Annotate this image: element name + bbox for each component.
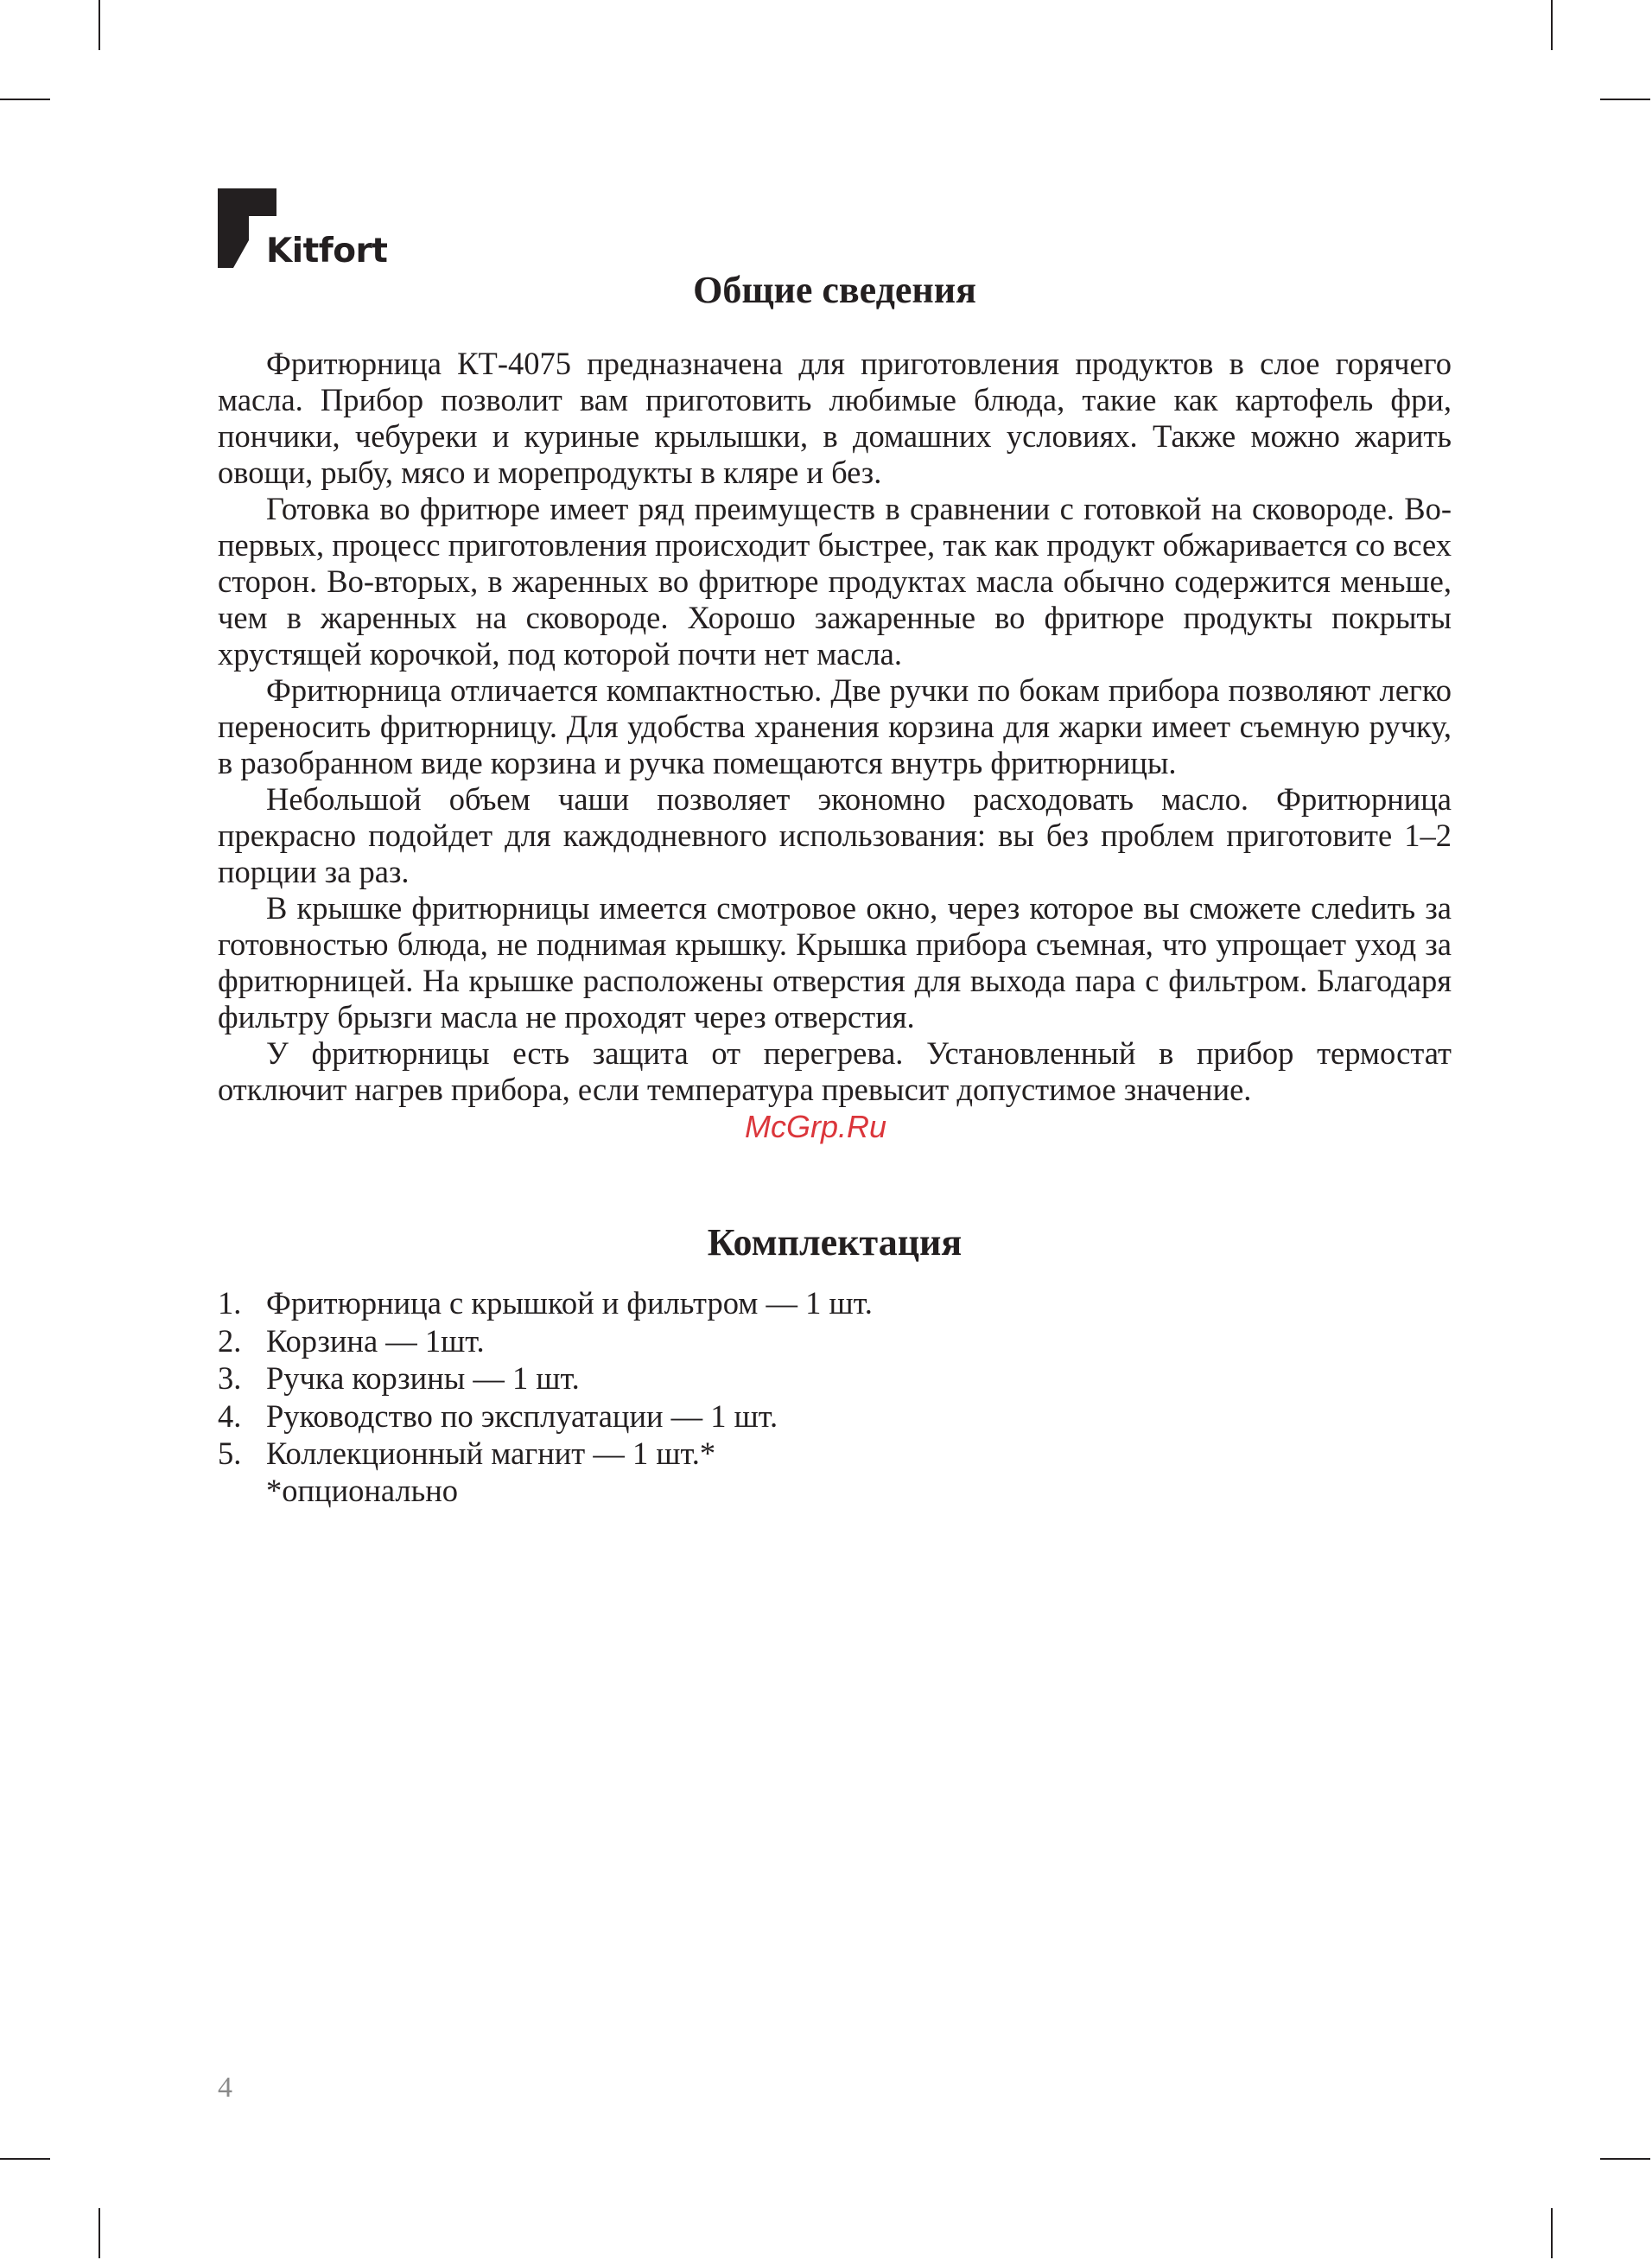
crop-mark-top-left-vertical	[98, 0, 100, 50]
paragraph: Готовка во фритюре имеет ряд преимуществ в сравнении с готовкой на сковороде. Во-первых, процесс приготовления происходит быстрее, так как продукт обжаривается со всех сторон. Во-вторых, в жаренных во фритюре продуктах масла обычно содержится меньше, чем в жаренных на сковороде. Хорошо зажаренные во фритюре продукты покрыты хрустящей корочкой, под которой почти нет масла.	[218, 491, 1452, 672]
list-item	[218, 1322, 1255, 1360]
kit-list	[218, 1284, 1255, 1473]
section-title-kit: Комплектация	[707, 1221, 963, 1264]
page-number: 4	[218, 2072, 232, 2104]
paragraph: Небольшой объем чаши позволяет экономно расходовать масло. Фритюрница прекрасно подойдет для каждодневного использования: вы без проблем приготовите 1–2 порции за раз.	[218, 781, 1452, 889]
crop-mark-top-right-horizontal	[1600, 99, 1650, 100]
watermark: McGrp.Ru	[745, 1109, 887, 1144]
crop-mark-bottom-left-horizontal	[0, 2158, 50, 2160]
section-title-general: Общие сведения	[693, 269, 976, 311]
list-item-text: Ручка корзины — 1 шт.	[266, 1360, 580, 1396]
crop-mark-top-right-vertical	[1551, 0, 1553, 50]
list-item-text: Корзина — 1шт.	[266, 1322, 485, 1359]
crop-mark-bottom-left-vertical	[98, 2208, 100, 2258]
crop-mark-top-left-horizontal	[0, 99, 50, 100]
list-item-number: 4.	[218, 1397, 242, 1434]
list-item-text: Коллекционный магнит — 1 шт.*	[266, 1436, 716, 1471]
list-item	[218, 1435, 1255, 1473]
list-item-text: Фритюрница с крышкой и фильтром — 1 шт.	[266, 1285, 873, 1321]
list-item-number: 3.	[218, 1360, 242, 1396]
paragraph: В крышке фритюрницы имеется смотровое окно, через которое вы сможете слеdить за готовностью блюда, не поднимая крышку. Крышка прибора съемная, что упрощает уход за фритюрницей. На крышке расположены отверстия для выхода пара с фильтром. Благодаря фильтру брызги масла не проходят через отверстия.	[218, 890, 1452, 1035]
paragraph: Фритюрница КТ-4075 предназначена для приготовления продуктов в слое горячего масла. Прибор позволит вам приготовить любимые блюда, такие как картофель фри, пончики, чебуреки и куриные крылышки, в домашних условиях. Также можно жарить овощи, рыбу, мясо и морепродукты в кляре и без.	[218, 346, 1452, 490]
list-item-text: Руководство по эксплуатации — 1 шт.	[266, 1397, 778, 1434]
list-item-number: 1.	[218, 1285, 242, 1321]
list-item-number: 2.	[218, 1322, 242, 1359]
brand-name: Kitfort	[266, 232, 388, 271]
list-item	[218, 1359, 1255, 1397]
brand-logo	[218, 188, 391, 275]
paragraph: У фритюрницы есть защита от перегрева. Установленный в прибор термостат отключит нагрев прибора, если температура превысит допустимое значение.	[218, 1035, 1452, 1107]
crop-mark-bottom-right-horizontal	[1600, 2158, 1650, 2160]
general-section-body	[218, 346, 1452, 1108]
list-item-number: 5.	[218, 1436, 242, 1471]
paragraph: Фритюрница отличается компактностью. Две ручки по бокам прибора позволяют легко переносить фритюрницу. Для удобства хранения корзина для жарки имеет съемную ручку, в разобранном виде корзина и ручка помещаются внутрь фритюрницы.	[218, 672, 1452, 780]
list-item	[218, 1397, 1255, 1436]
kit-footnote: *опционально	[266, 1473, 459, 1508]
list-item	[218, 1284, 1255, 1322]
crop-mark-bottom-right-vertical	[1551, 2208, 1553, 2258]
